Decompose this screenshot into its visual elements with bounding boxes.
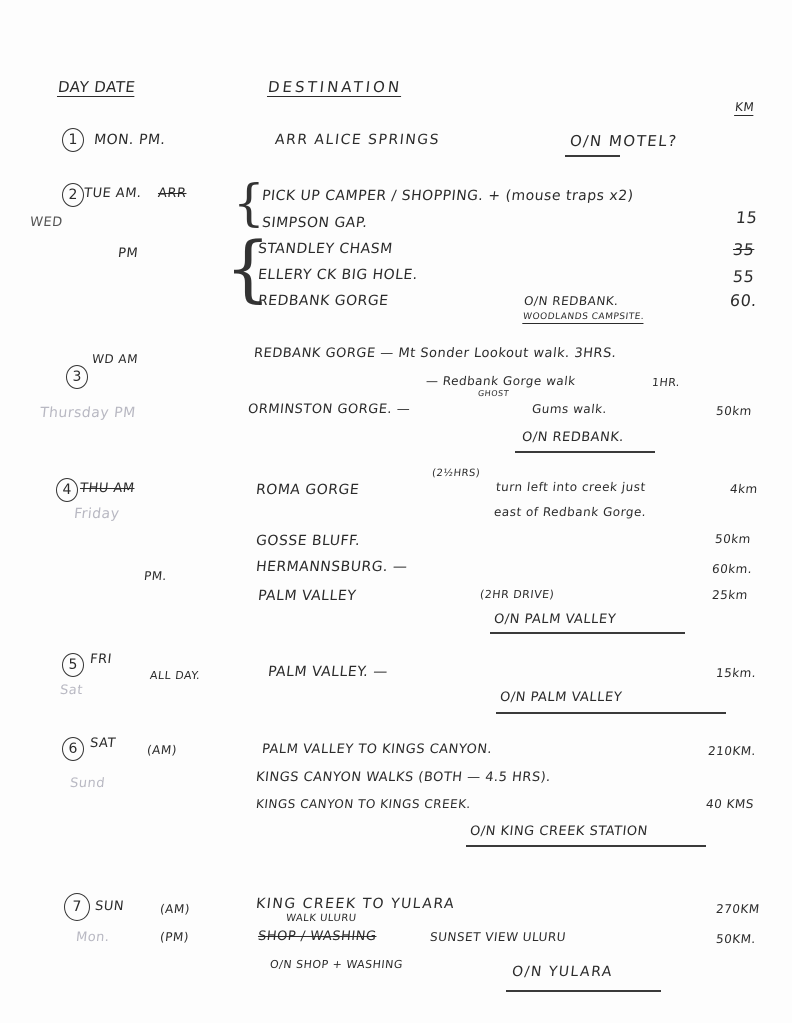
day2-line2: SIMPSON GAP. — [261, 215, 369, 231]
day7-day2: (AM) — [159, 902, 191, 916]
header-day-date: DAY DATE — [57, 78, 137, 96]
day3-line2: — Redbank Gorge walk — [425, 374, 577, 388]
day4-line3: HERMANNSBURG. — — [255, 559, 409, 575]
day2-overnight: O/N REDBANK. — [523, 294, 620, 308]
day3-line3b: Gums walk. — [531, 402, 608, 416]
day3-km: 50km — [715, 404, 753, 418]
day6-line2: KINGS CANYON WALKS (BOTH — 4.5 HRS). — [255, 770, 552, 785]
day3-day: WD AM — [91, 352, 139, 366]
day1-destination: ARR ALICE SPRINGS — [274, 132, 441, 148]
day2-pm: PM — [117, 246, 139, 261]
day-number-circle: 3 — [66, 365, 88, 389]
underline — [496, 712, 726, 714]
day3-day-faint: Thursday PM — [39, 405, 137, 421]
day5-overnight: O/N PALM VALLEY — [499, 690, 623, 705]
day2-line3: STANDLEY CHASM — [257, 241, 394, 257]
day2-km3: 35 — [732, 240, 756, 259]
day2-line1: PICK UP CAMPER / SHOPPING. + (mouse traps x2) — [261, 188, 635, 204]
day4-line1: ROMA GORGE — [255, 482, 360, 498]
day3-ghost: GHOST — [477, 389, 510, 398]
header-destination: DESTINATION — [267, 78, 404, 96]
day7-line1: KING CREEK TO YULARA — [255, 896, 457, 912]
day7-line3: O/N SHOP + WASHING — [269, 958, 404, 971]
brace: { — [233, 174, 265, 232]
day4-km4: 25km — [711, 588, 749, 602]
underline — [565, 155, 620, 157]
day3-line1: REDBANK GORGE — Mt Sonder Lookout walk. 3HRS. — [253, 346, 618, 361]
day4-day-faint: Friday — [73, 506, 121, 522]
day4-line1-note: turn left into creek just — [495, 480, 647, 494]
day7-line2-above: WALK ULURU — [285, 913, 358, 924]
day7-line2: SUNSET VIEW ULURU — [429, 930, 567, 944]
underline — [506, 990, 661, 992]
day7-km1: 270KM — [715, 902, 761, 916]
day5-day-faint: Sat — [59, 683, 84, 698]
day4-line4: PALM VALLEY — [257, 588, 358, 604]
day2-km5: 60. — [729, 291, 758, 310]
day7-day-faint: Mon. — [75, 930, 111, 945]
day-number-circle: 4 — [56, 478, 78, 502]
day5-day2: ALL DAY. — [149, 669, 201, 682]
day4-pm: PM. — [143, 569, 168, 583]
day-number-circle: 2 — [62, 183, 84, 207]
day4-line1-note2: east of Redbank Gorge. — [493, 505, 647, 519]
day3-line2-time: 1HR. — [651, 376, 681, 389]
day6-day2: (AM) — [146, 743, 178, 757]
day6-line3: KINGS CANYON TO KINGS CREEK. — [255, 797, 472, 811]
day-number-circle: 7 — [64, 893, 90, 921]
day-number-circle: 1 — [62, 128, 84, 152]
day5-km: 15km. — [715, 666, 757, 680]
day4-line4-note: (2HR DRIVE) — [479, 588, 556, 601]
day6-overnight: O/N KING CREEK STATION — [469, 824, 649, 839]
day5-day: FRI — [89, 652, 113, 667]
day6-day: SAT — [89, 736, 117, 751]
day-number-circle: 6 — [62, 737, 84, 761]
brace: { — [225, 226, 271, 310]
underline — [466, 845, 706, 847]
day4-line2: GOSSE BLUFF. — [255, 533, 362, 549]
day4-overnight: O/N PALM VALLEY — [493, 612, 617, 627]
day7-line2-struck: SHOP / WASHING — [257, 929, 378, 944]
underline — [490, 632, 685, 634]
day2-line4: ELLERY CK BIG HOLE. — [257, 267, 419, 283]
day-number-circle: 5 — [62, 653, 84, 677]
day6-line1: PALM VALLEY TO KINGS CANYON. — [261, 742, 493, 757]
day4-line1-time: (2½HRS) — [431, 468, 481, 479]
day1-overnight: O/N MOTEL? — [569, 132, 679, 150]
day4-km1: 4km — [729, 482, 759, 496]
day2-struck: ARR — [157, 186, 188, 201]
header-km: KM — [734, 100, 755, 114]
day4-day: THU AM — [79, 481, 136, 496]
day1-day: MON. PM. — [93, 132, 167, 148]
day2-overnight-sub: WOODLANDS CAMPSITE. — [522, 312, 645, 322]
day6-day-faint: Sund — [69, 776, 106, 791]
day5-line1: PALM VALLEY. — — [267, 664, 389, 680]
day3-line3: ORMINSTON GORGE. — — [247, 402, 412, 417]
underline — [515, 451, 655, 453]
day4-km2: 50km — [714, 532, 752, 546]
day3-overnight: O/N REDBANK. — [521, 430, 625, 445]
day4-km3: 60km. — [711, 562, 753, 576]
day6-km3: 40 KMS — [705, 797, 755, 811]
day2-km2: 15 — [735, 208, 759, 227]
day6-km1: 210KM. — [707, 744, 757, 758]
day7-day: SUN — [94, 899, 125, 914]
day2-km4: 55 — [732, 267, 756, 286]
day2-day: TUE AM. — [83, 186, 143, 201]
day7-km2: 50KM. — [715, 932, 757, 946]
day7-pm: (PM) — [159, 930, 190, 944]
day2-wed: WED — [29, 215, 64, 230]
day2-line5: REDBANK GORGE — [257, 293, 390, 309]
day7-overnight: O/N YULARA — [511, 964, 614, 980]
